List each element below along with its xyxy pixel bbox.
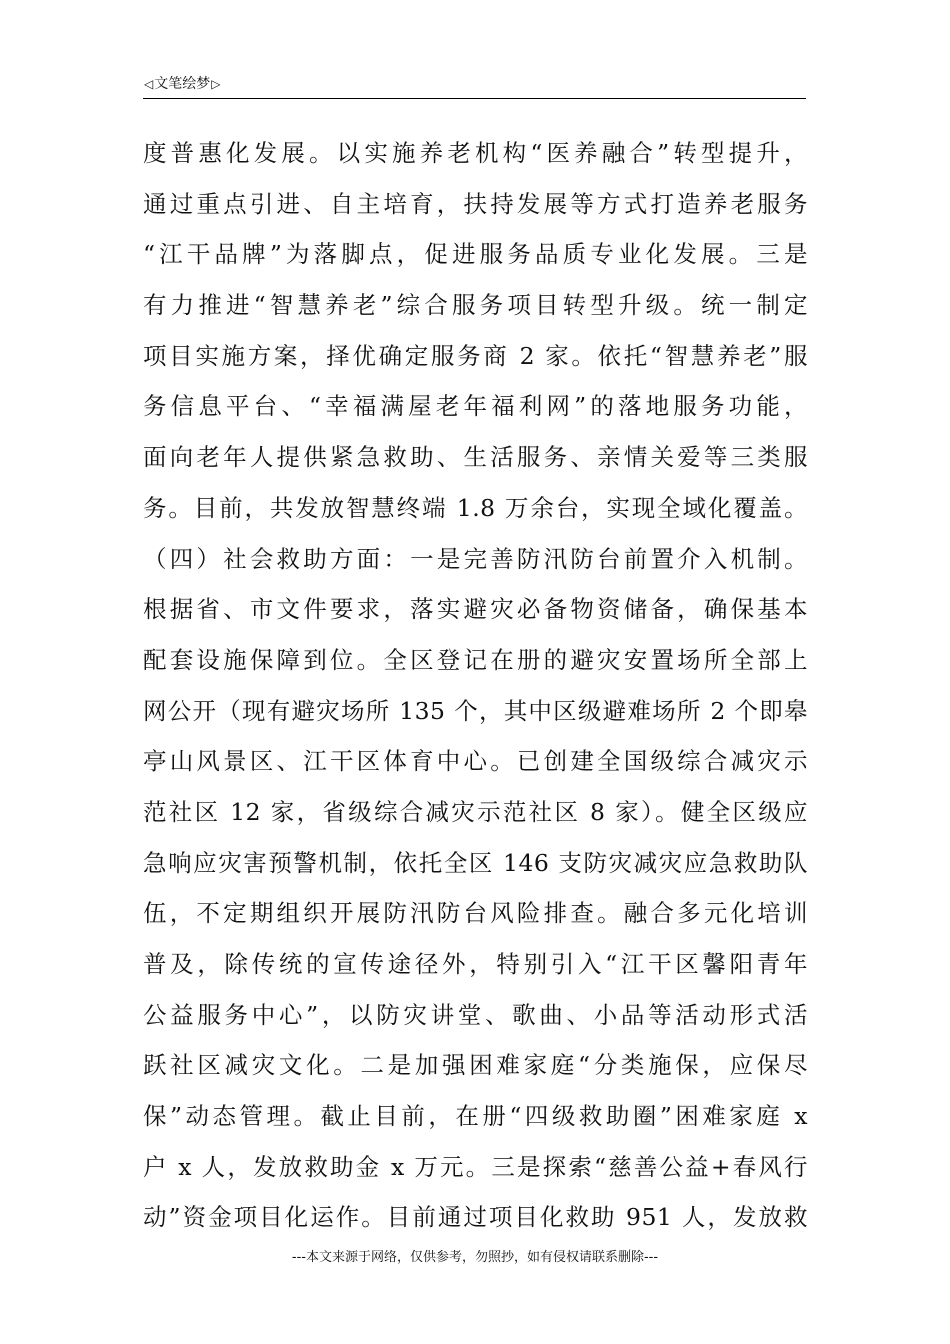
text-line: 有力推进“智慧养老”综合服务项目转型升级。统一制定 (143, 291, 808, 320)
text-line: 网公开（现有避灾场所 135 个，其中区级避难场所 2 个即皋 (143, 696, 808, 725)
header-title: 文笔绘梦 (154, 76, 211, 92)
text-line: 保”动态管理。截止目前，在册“四级救助圈”困难家庭 x (143, 1102, 808, 1131)
text-line: 项目实施方案，择优确定服务商 2 家。依托“智慧养老”服 (143, 341, 808, 370)
text-line: “江干品牌”为落脚点，促进服务品质专业化发展。三是 (143, 240, 808, 269)
page-header (143, 72, 806, 99)
text-line: 配套设施保障到位。全区登记在册的避灾安置场所全部上 (143, 645, 808, 674)
text-line: 面向老年人提供紧急救助、生活服务、亲情关爱等三类服 (143, 443, 808, 472)
text-line: 通过重点引进、自主培育，扶持发展等方式打造养老服务 (143, 189, 808, 218)
text-line: 度普惠化发展。以实施养老机构“医养融合”转型提升， (143, 139, 808, 167)
text-line: 户 x 人，发放救助金 x 万元。三是探索“慈善公益+春风行 (143, 1152, 808, 1181)
text-line: （四）社会救助方面：一是完善防汛防台前置介入机制。 (143, 544, 808, 573)
text-line: 急响应灾害预警机制，依托全区 146 支防灾减灾应急救助队 (143, 848, 808, 877)
text-line: 跃社区减灾文化。二是加强困难家庭“分类施保，应保尽 (143, 1051, 808, 1080)
text-line: 伍，不定期组织开展防汛防台风险排查。融合多元化培训 (143, 899, 808, 928)
text-line: 普及，除传统的宣传途径外，特别引入“江干区馨阳青年 (143, 950, 808, 978)
text-line: 公益服务中心”，以防灾讲堂、歌曲、小品等活动形式活 (143, 1000, 808, 1029)
text-line: 务信息平台、“幸福满屋老年福利网”的落地服务功能， (143, 392, 808, 421)
right-triangle-icon: ▷ (211, 77, 221, 91)
text-line: 根据省、市文件要求，落实避灾必备物资储备，确保基本 (143, 595, 808, 624)
text-line: 范社区 12 家，省级综合减灾示范社区 8 家）。健全区级应 (143, 797, 808, 826)
text-line: 务。目前，共发放智慧终端 1.8 万余台，实现全域化覆盖。 (143, 493, 808, 522)
left-triangle-icon: ◁ (144, 77, 154, 91)
body-text (143, 128, 808, 1243)
text-line: 动”资金项目化运作。目前通过项目化救助 951 人，发放救 (143, 1203, 808, 1232)
page-footer-notice: ---本文来源于网络，仅供参考，勿照抄，如有侵权请联系删除--- (291, 1250, 659, 1265)
text-line: 亭山风景区、江干区体育中心。已创建全国级综合减灾示 (143, 747, 808, 776)
